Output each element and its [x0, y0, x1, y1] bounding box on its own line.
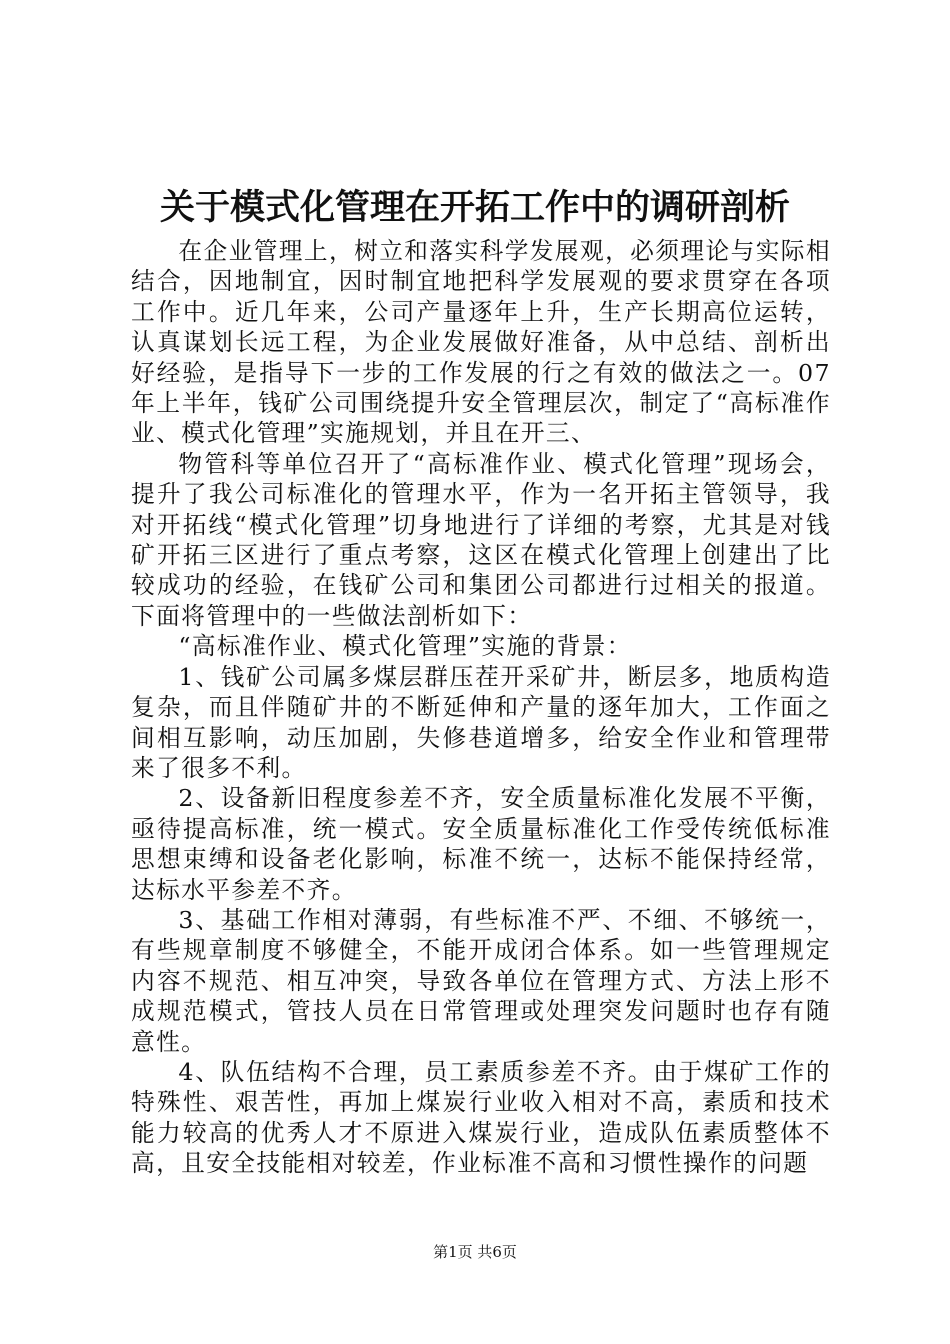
paragraph-point-4: 4、队伍结构不合理，员工素质参差不齐。由于煤矿工作的特殊性、艰苦性，再加上煤炭行业收入相对不高，素质和技术能力较高的优秀人才不原进入煤炭行业，造成队伍素质整体不高，且安全技能相对较差，作业标准不高和习惯性操作的问题	[131, 1057, 831, 1178]
paragraph-background-heading: “高标准作业、模式化管理”实施的背景：	[178, 632, 632, 661]
document-title: 关于模式化管理在开拓工作中的调研剖析	[159, 187, 790, 228]
page-number-footer: 第1页 共6页	[433, 1243, 517, 1261]
paragraph-point-2: 2、设备新旧程度参差不齐，安全质量标准化发展不平衡，亟待提高标准，统一模式。安全质量标准化工作受传统低标准思想束缚和设备老化影响，标准不统一，达标不能保持经常，达标水平参差不齐。	[131, 784, 831, 904]
paragraph-point-3: 3、基础工作相对薄弱，有些标准不严、不细、不够统一，有些规章制度不够健全，不能开成闭合体系。如一些管理规定内容不规范、相互冲突，导致各单位在管理方式、方法上形不成规范模式，管技人员在日常管理或处理突发问题时也存有随意性。	[131, 905, 831, 1056]
paragraph-meeting: 物管科等单位召开了“高标准作业、模式化管理”现场会，提升了我公司标准化的管理水平，作为一名开拓主管领导，我对开拓线“模式化管理”切身地进行了详细的考察，尤其是对钱矿开拓三区进行了重点考察，这区在模式化管理上创建出了比较成功的经验，在钱矿公司和集团公司都进行过相关的报道。下面将管理中的一些做法剖析如下：	[131, 449, 831, 630]
document-body	[131, 236, 831, 1179]
paragraph-intro: 在企业管理上，树立和落实科学发展观，必须理论与实际相结合，因地制宜，因时制宜地把科学发展观的要求贯穿在各项工作中。近几年来，公司产量逐年上升，生产长期高位运转，认真谋划长远工程，为企业发展做好准备，从中总结、剖析出好经验，是指导下一步的工作发展的行之有效的做法之一。07年上半年，钱矿公司围绕提升安全管理层次，制定了“高标准作业、模式化管理”实施规划，并且在开三、	[131, 237, 831, 448]
paragraph-point-1: 1、钱矿公司属多煤层群压茬开采矿井，断层多，地质构造复杂，而且伴随矿井的不断延伸和产量的逐年加大，工作面之间相互影响，动压加剧，失修巷道增多，给安全作业和管理带来了很多不利。	[131, 662, 831, 782]
